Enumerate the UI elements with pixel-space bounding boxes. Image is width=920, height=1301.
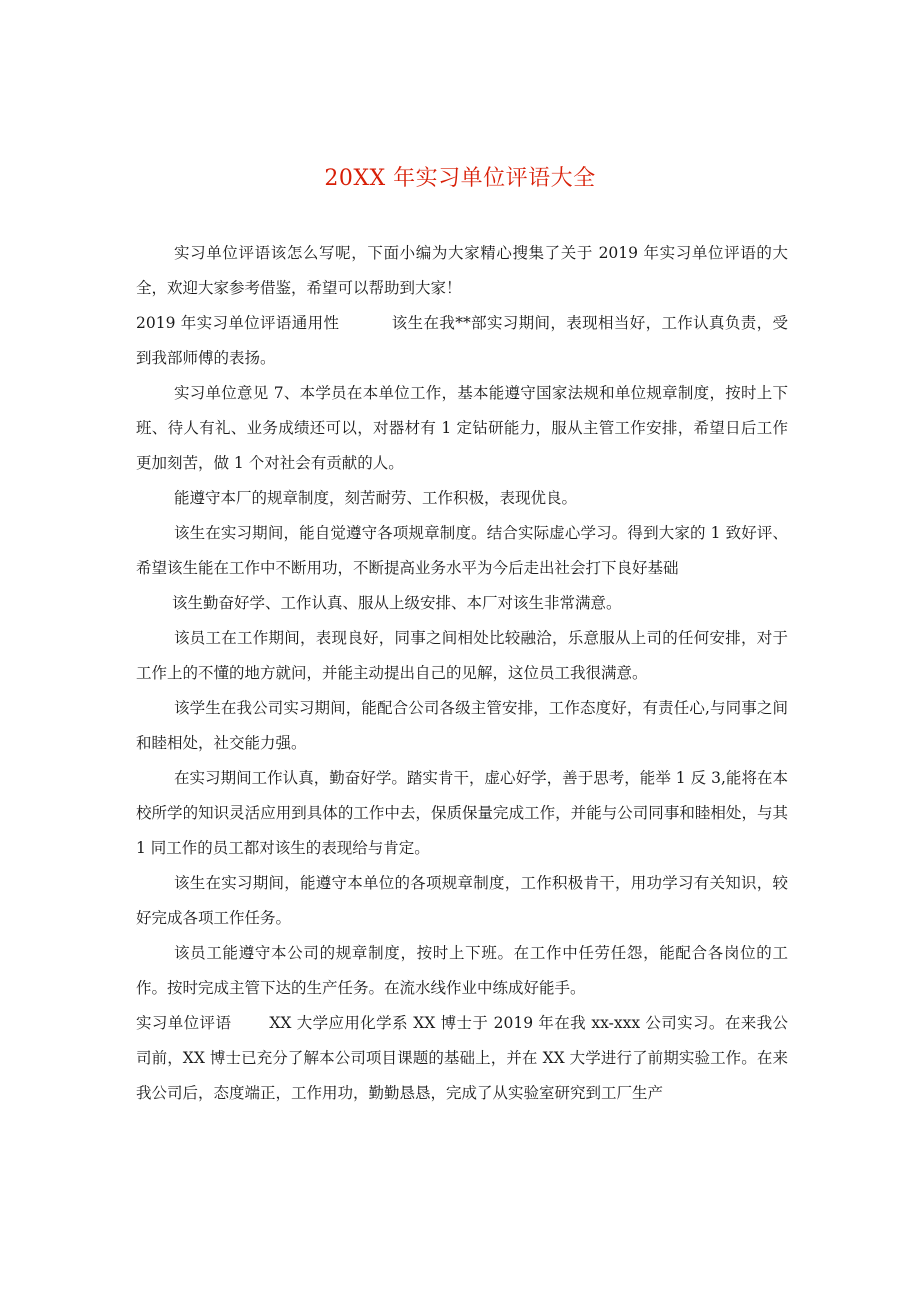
paragraph-text: XX 大学应用化学系 XX 博士于 2019 年在我 xx-xxx 公司实习。在来我公司前，XX 博士已充分了解本公司项目课题的基础上，并在 XX 大学进行了前期实验工作。在来我公司后，态度端正，工作用功，勤勤恳恳，完成了从实验室研究到工厂生产 — [136, 1014, 788, 1102]
intro-paragraph: 实习单位评语该怎么写呢，下面小编为大家精心搜集了关于 2019 年实习单位评语的大全，欢迎大家参考借鉴，希望可以帮助到大家！ — [136, 244, 788, 297]
paragraph-comment: 能遵守本厂的规章制度，刻苦耐劳、工作积极，表现优良。 — [174, 489, 578, 507]
paragraph-text: 该生在我**部实习期间，表现相当好，工作认真负责，受到我部师傅的表扬。 — [136, 314, 788, 367]
document-body — [136, 236, 788, 1111]
paragraph-unit-comment — [136, 1006, 788, 1111]
paragraph-lead: 2019 年实习单位评语通用性 — [136, 314, 340, 332]
paragraph-comment: 在实习期间工作认真，勤奋好学。踏实肯干，虚心好学，善于思考，能举 1 反 3,能将在本校所学的知识灵活应用到具体的工作中去，保质保量完成工作，并能与公司同事和睦相处，与其 1 同工作的员工都对该生的表现给与肯定。 — [136, 769, 788, 857]
paragraph-comment: 实习单位意见 7、本学员在本单位工作，基本能遵守国家法规和单位规章制度，按时上下班、待人有礼、业务成绩还可以，对器材有 1 定钻研能力，服从主管工作安排，希望日后工作更加刻苦，做 1 个对社会有贡献的人。 — [136, 384, 788, 472]
paragraph-comment: 该生在实习期间，能自觉遵守各项规章制度。结合实际虚心学习。得到大家的 1 致好评、希望该生能在工作中不断用功，不断提高业务水平为今后走出社会打下良好基础 — [136, 524, 788, 577]
paragraph-comment: 该员工能遵守本公司的规章制度，按时上下班。在工作中任劳任怨，能配合各岗位的工作。按时完成主管下达的生产任务。在流水线作业中练成好能手。 — [136, 944, 788, 997]
paragraph-comment: 该员工在工作期间，表现良好，同事之间相处比较融洽，乐意服从上司的任何安排，对于工作上的不懂的地方就问，并能主动提出自己的见解，这位员工我很满意。 — [136, 629, 788, 682]
paragraph-comment: 该生在实习期间，能遵守本单位的各项规章制度，工作积极肯干，用功学习有关知识，较好完成各项工作任务。 — [136, 874, 788, 927]
paragraph-comment: 该生勤奋好学、工作认真、服从上级安排、本厂对该生非常满意。 — [172, 594, 622, 612]
document-title: 20XX 年实习单位评语大全 — [324, 166, 596, 191]
paragraph-general-comment — [136, 306, 788, 376]
paragraph-lead: 实习单位评语 — [136, 1014, 232, 1032]
paragraph-comment: 该学生在我公司实习期间，能配合公司各级主管安排，工作态度好，有责任心,与同事之间和睦相处，社交能力强。 — [136, 699, 788, 752]
